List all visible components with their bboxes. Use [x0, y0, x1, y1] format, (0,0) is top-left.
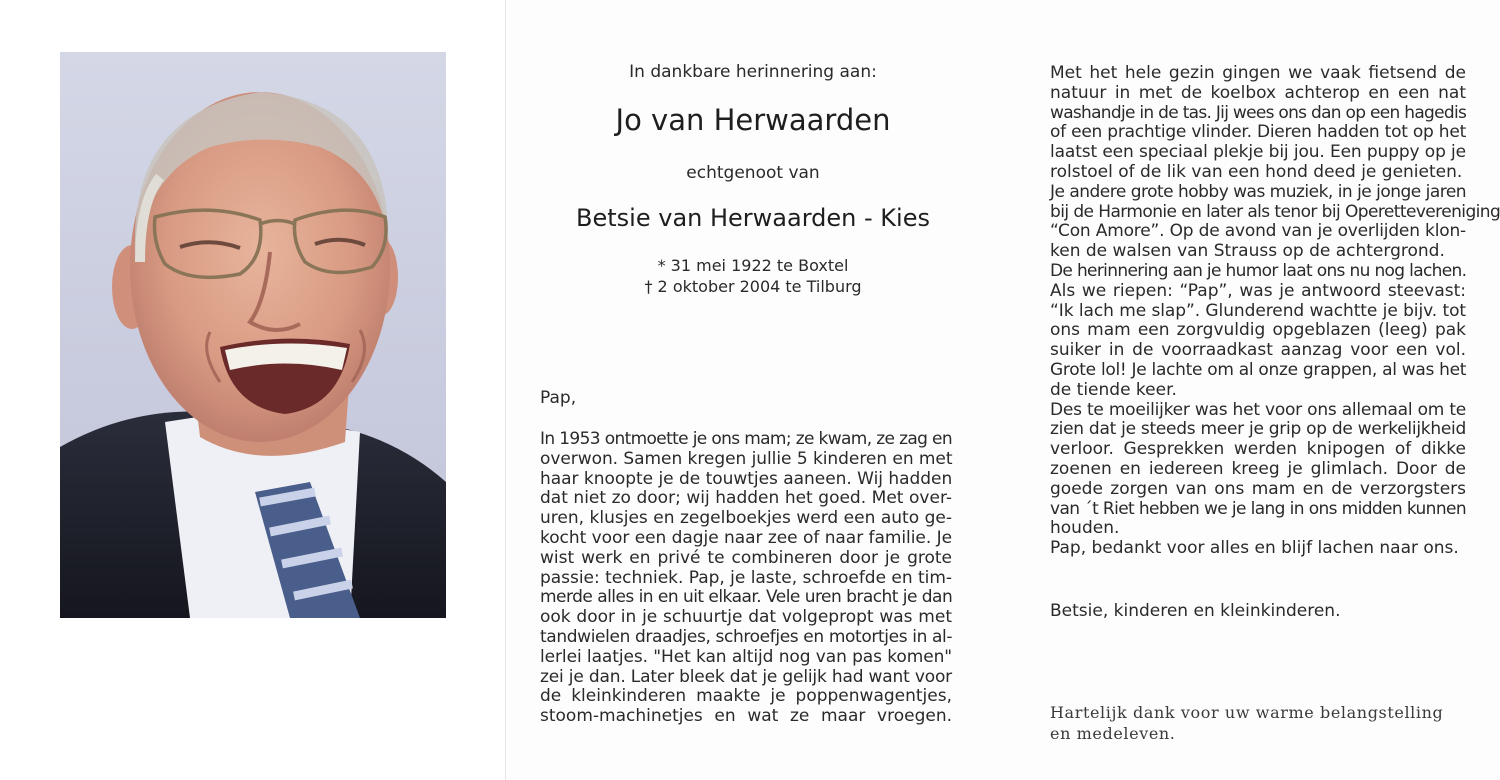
text-line: De herinnering aan je humor laat ons nu nog lachen.: [1050, 260, 1467, 281]
text-line: uren, klusjes en zegelboekjes werd een auto ge-: [540, 508, 952, 529]
tribute-text-right: [1050, 63, 1500, 559]
spouse-label: echtgenoot van: [686, 163, 820, 183]
text-line: kocht voor een dagje naar zee of naar familie. Je: [540, 527, 952, 548]
text-line: houden.: [1050, 518, 1120, 539]
text-line: lerlei laatjes. "Het kan altijd nog van pas komen": [540, 646, 953, 667]
text-line: goede zorgen van ons mam en de verzorgsters: [1050, 478, 1466, 499]
text-line: de tiende keer.: [1050, 379, 1177, 400]
text-line: zien dat je steeds meer je grip op de werkelijkheid: [1050, 419, 1466, 440]
text-line: van ´t Riet hebben we je lang in ons midden kunnen: [1050, 498, 1466, 519]
middle-page: [506, 0, 1000, 780]
text-line: natuur in met de koelbox achterop en een nat: [1050, 82, 1466, 103]
text-line: Als we riepen: “Pap”, was je antwoord steevast:: [1050, 280, 1466, 301]
text-line: wist werk en privé te combineren door je grote: [540, 547, 952, 568]
text-line: In 1953 ontmoette je ons mam; ze kwam, ze zag en: [540, 429, 952, 449]
right-page: [1000, 0, 1500, 780]
tribute-text-middle: [540, 430, 952, 727]
death-line: † 2 oktober 2004 te Tilburg: [644, 277, 862, 296]
thanks-line: Hartelijk dank voor uw warme belangstelling: [1050, 703, 1444, 722]
text-line: zoenen en iedereen kreeg je glimlach. Door de: [1050, 458, 1466, 479]
text-line: “Ik lach me slap”. Glunderend wachtte je bijv. tot: [1050, 300, 1467, 321]
text-line: dat niet zo door; wij hadden het goed. Met over-: [540, 488, 952, 509]
text-line: Je andere grote hobby was muziek, in je jonge jaren: [1050, 181, 1467, 202]
deceased-name: Jo van Herwaarden: [615, 103, 891, 137]
text-line: suiker in de voorraadkast aanzag voor een vol.: [1050, 340, 1466, 361]
text-line: ons mam een zorgvuldig opgeblazen (leeg) pak: [1050, 320, 1466, 341]
portrait-photo: [60, 52, 446, 618]
text-line: haar knoopte je de touwtjes aaneen. Wij hadden: [540, 468, 953, 489]
text-line: Pap, bedankt voor alles en blijf lachen naar ons.: [1050, 538, 1459, 559]
text-line: ook door in je schuurtje dat volgepropt was met: [540, 607, 952, 628]
text-line: bij de Harmonie en later als tenor bij Operettevereniging: [1050, 201, 1500, 222]
text-line: passie: techniek. Pap, je laste, schroefde en tim-: [540, 567, 952, 588]
text-line: zei je dan. Later bleek dat je gelijk had want voor: [540, 666, 952, 687]
text-line: overwon. Samen kregen jullie 5 kinderen en met: [540, 448, 953, 469]
text-line: “Con Amore”. Op de avond van je overlijden klon-: [1050, 221, 1466, 242]
text-line: Des te moeilijker was het voor ons allemaal om te: [1050, 399, 1466, 420]
text-line: tandwielen draadjes, schroefjes en motortjes in al-: [540, 626, 953, 647]
text-line: rolstoel of de lik van een hond deed je genieten.: [1050, 161, 1463, 182]
thanks-line: en medeleven.: [1050, 724, 1176, 743]
birth-line: * 31 mei 1922 te Boxtel: [657, 256, 849, 275]
text-line: merde alles in en uit elkaar. Vele uren bracht je dan: [540, 587, 953, 608]
text-line: Met het hele gezin gingen we vaak fietsend de: [1050, 63, 1466, 83]
text-line: washandje in de tas. Jij wees ons dan op een hagedis: [1050, 102, 1467, 123]
text-line: stoom-machinetjes en wat ze maar vroegen.: [540, 706, 952, 727]
greeting: Pap,: [540, 388, 577, 408]
text-line: ken de walsen van Strauss op de achtergrond.: [1050, 241, 1445, 262]
text-line: verloor. Gesprekken werden knipogen of dikke: [1050, 439, 1466, 460]
spouse-name: Betsie van Herwaarden - Kies: [576, 204, 930, 232]
text-line: Grote lol! Je lachte om al onze grappen, al was het: [1050, 359, 1467, 380]
photo-panel: [0, 0, 506, 780]
thanks-note: [1050, 702, 1470, 744]
signature: Betsie, kinderen en kleinkinderen.: [1050, 601, 1341, 621]
intro-line: In dankbare herinnering aan:: [629, 62, 877, 82]
text-line: laatst een speciaal plekje bij jou. Een puppy op je: [1050, 142, 1466, 163]
text-line: of een prachtige vlinder. Dieren hadden tot op het: [1050, 122, 1466, 143]
text-line: de kleinkinderen maakte je poppenwagentjes,: [540, 686, 952, 707]
